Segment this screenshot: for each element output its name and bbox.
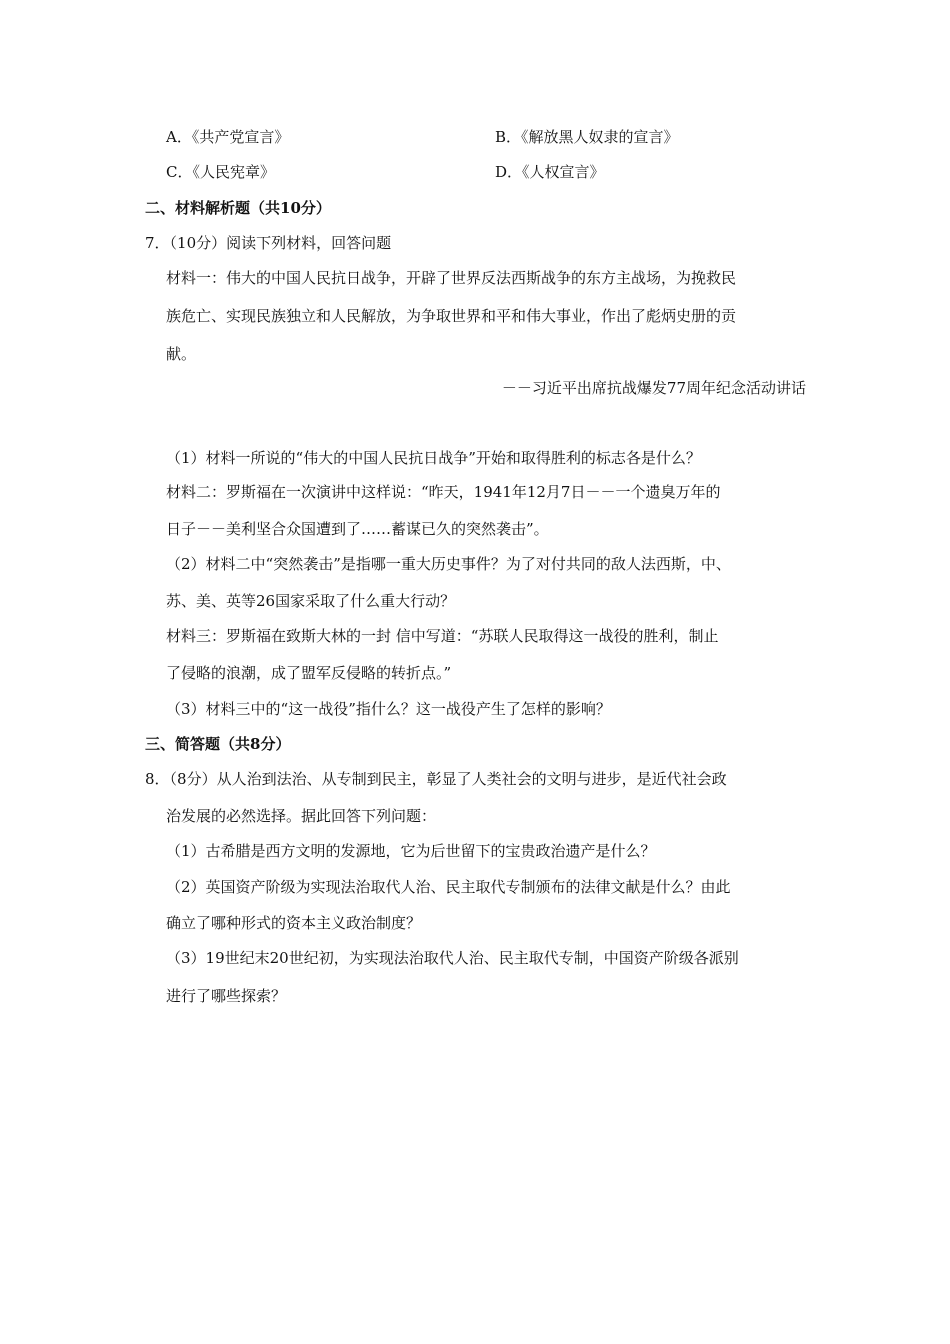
question-7-stem: 7．（10分）阅读下列材料，回答问题 bbox=[145, 234, 392, 252]
section-heading-short-answer: 三、简答题（共8分） bbox=[145, 735, 291, 753]
material-2-line-1: 材料二：罗斯福在一次演讲中这样说：“昨天，1941年12月7日－－一个遗臭万年的 bbox=[166, 483, 721, 501]
question-8-stem-line-2: 治发展的必然选择。据此回答下列问题： bbox=[166, 807, 437, 825]
option-c: C．《人民宪章》 bbox=[166, 163, 275, 181]
material-2-line-2: 日子－－美利坚合众国遭到了……蓄谋已久的突然袭击”。 bbox=[166, 520, 549, 538]
material-3-line-2: 了侵略的浪潮，成了盟军反侵略的转折点。” bbox=[166, 664, 452, 682]
option-a: A．《共产党宣言》 bbox=[166, 128, 290, 146]
material-1-line-2: 族危亡、实现民族独立和人民解放，为争取世界和平和伟大事业，作出了彪炳史册的贡 bbox=[166, 307, 737, 325]
question-7-part-2-line-1: （2）材料二中“突然袭击”是指哪一重大历史事件？为了对付共同的敌人法西斯，中、 bbox=[166, 555, 731, 573]
material-1-source: －－习近平出席抗战爆发77周年纪念活动讲话 bbox=[501, 379, 806, 397]
section-heading-material-analysis: 二、材料解析题（共10分） bbox=[145, 199, 331, 217]
material-1-line-3: 献。 bbox=[166, 345, 197, 363]
option-b: B．《解放黑人奴隶的宣言》 bbox=[495, 128, 679, 146]
question-7-part-3: （3）材料三中的“这一战役”指什么？这一战役产生了怎样的影响？ bbox=[166, 700, 611, 718]
question-8-part-3-line-2: 进行了哪些探索？ bbox=[166, 987, 287, 1005]
question-8-part-1: （1）古希腊是西方文明的发源地，它为后世留下的宝贵政治遗产是什么？ bbox=[166, 842, 656, 860]
material-3-line-1: 材料三：罗斯福在致斯大林的一封 信中写道：“苏联人民取得这一战役的胜利，制止 bbox=[166, 627, 719, 645]
question-8-part-2-line-2: 确立了哪种形式的资本主义政治制度？ bbox=[166, 914, 422, 932]
question-8-part-2-line-1: （2）英国资产阶级为实现法治取代人治、民主取代专制颁布的法律文献是什么？由此 bbox=[166, 878, 731, 896]
question-8-part-3-line-1: （3）19世纪末20世纪初，为实现法治取代人治、民主取代专制，中国资产阶级各派别 bbox=[166, 949, 739, 967]
question-7-part-1: （1）材料一所说的“伟大的中国人民抗日战争”开始和取得胜利的标志各是什么？ bbox=[166, 449, 701, 467]
option-d: D．《人权宣言》 bbox=[495, 163, 605, 181]
material-1-line-1: 材料一：伟大的中国人民抗日战争，开辟了世界反法西斯战争的东方主战场，为挽救民 bbox=[166, 269, 737, 287]
question-8-stem-line-1: 8．（8分）从人治到法治、从专制到民主，彰显了人类社会的文明与进步，是近代社会政 bbox=[145, 770, 727, 788]
question-7-part-2-line-2: 苏、美、英等26国家采取了什么重大行动？ bbox=[166, 592, 456, 610]
